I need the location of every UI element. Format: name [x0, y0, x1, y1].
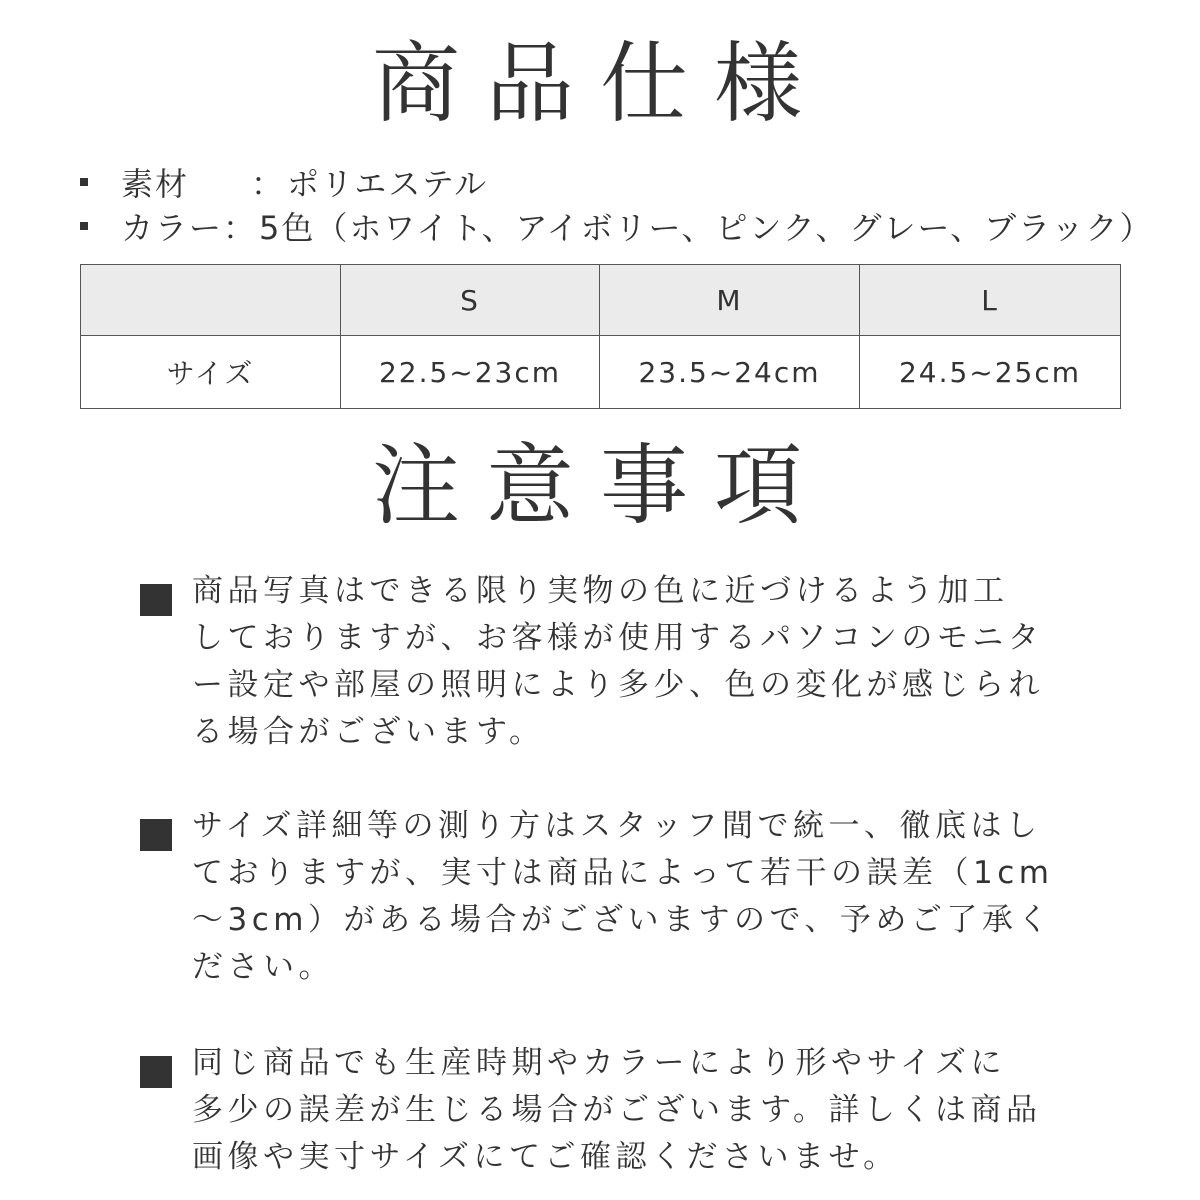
size-row-label: サイズ [81, 336, 341, 409]
notice-line: ておりますが、実寸は商品によって若干の誤差（1cm [192, 855, 1054, 891]
size-table-row [81, 336, 1121, 409]
notice-line: ー設定や部屋の照明により多少、色の変化が感じられ [192, 667, 1044, 703]
notice-text [192, 1040, 1080, 1181]
square-bullet-icon [140, 1056, 172, 1088]
size-value-s: 22.5~23cm [341, 336, 600, 409]
color-value: 5色（ホワイト、アイボリー、ピンク、グレー、ブラック） [259, 209, 1154, 247]
notice-title: 注意事項 [371, 434, 828, 537]
square-bullet-icon [140, 584, 172, 616]
notice-line: サイズ詳細等の測り方はスタッフ間で統一、徹底はし [192, 808, 1042, 844]
material-value: ポリエステル [287, 165, 489, 203]
notice-text [192, 568, 1080, 756]
square-bullet-icon [140, 819, 172, 851]
size-table [80, 264, 1121, 409]
notice-line: 商品写真はできる限り実物の色に近づけるよう加工 [192, 573, 1009, 609]
size-header-s: S [341, 265, 600, 336]
spec-item-material [80, 160, 1180, 204]
size-value-m: 23.5~24cm [600, 336, 860, 409]
notice-text [192, 803, 1080, 991]
size-value-l: 24.5~25cm [860, 336, 1121, 409]
size-header-m: M [600, 265, 860, 336]
notice-line: しておりますが、お客様が使用するパソコンのモニタ [192, 620, 1044, 656]
spec-title: 商品仕様 [371, 32, 828, 135]
bullet-icon [80, 222, 88, 230]
notice-line: 画像や実寸サイズにてご確認くださいませ。 [192, 1139, 899, 1175]
colon: ： [251, 165, 286, 203]
colon: ： [223, 209, 258, 247]
spec-list [80, 160, 1180, 248]
notice-item [140, 803, 1080, 991]
notice-line: 多少の誤差が生じる場合がございます。詳しくは商品 [192, 1092, 1042, 1128]
size-table-header-empty [81, 265, 341, 336]
color-label: カラー [121, 209, 224, 247]
notice-line: る場合がございます。 [192, 714, 545, 750]
material-label: 素材 [121, 165, 190, 203]
notice-item [140, 1040, 1080, 1181]
size-header-l: L [860, 265, 1121, 336]
notice-line: ～3cm）がある場合がございますので、予めご了承く [192, 902, 1053, 938]
spec-item-color [80, 204, 1180, 248]
notice-line: 同じ商品でも生産時期やカラーにより形やサイズに [192, 1045, 1007, 1081]
bullet-icon [80, 178, 88, 186]
notice-item [140, 568, 1080, 756]
size-table-header-row [81, 265, 1121, 336]
notice-line: ださい。 [192, 949, 334, 985]
